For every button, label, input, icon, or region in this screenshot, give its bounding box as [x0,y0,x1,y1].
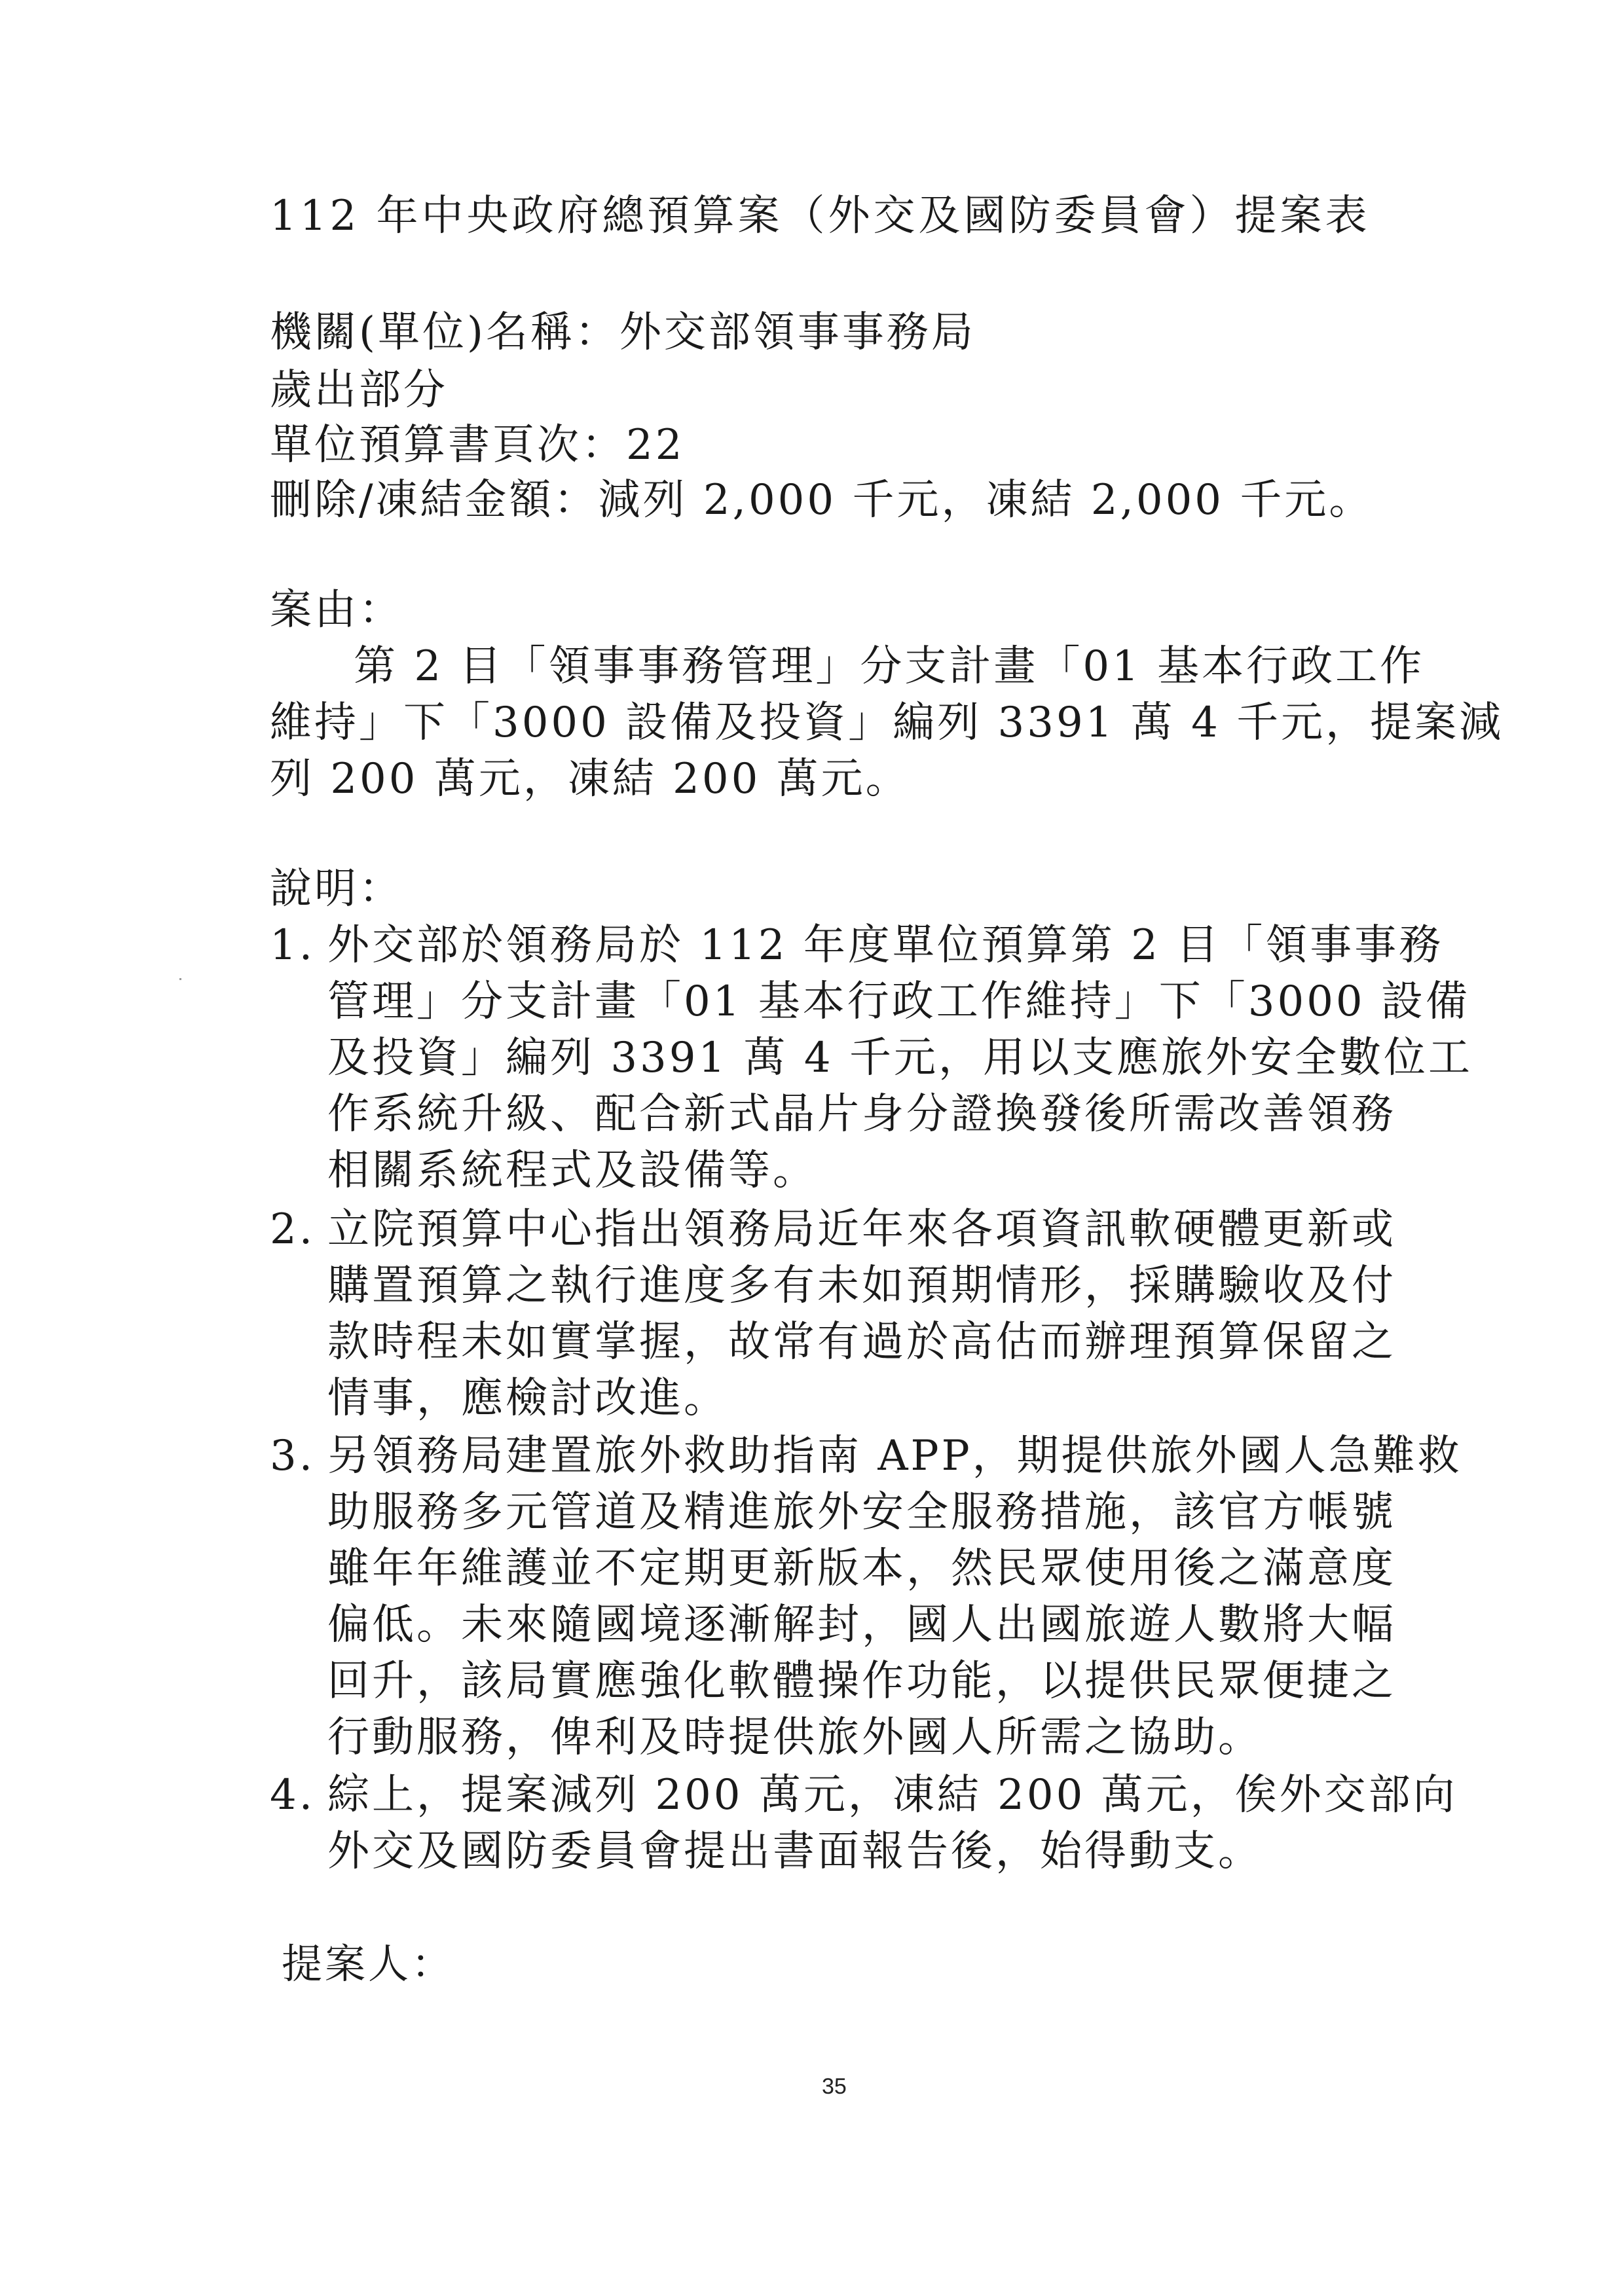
explanation-heading: 說明： [270,865,403,913]
handwritten-page-number [943,2075,1166,2174]
explanation-item-number: 2. [270,1205,316,1254]
reason-line: 列 200 萬元，凍結 200 萬元。 [270,755,910,803]
explanation-item-line: 相關系統程式及設備等。 [327,1146,817,1195]
document-title: 112 年中央政府總預算案（外交及國防委員會）提案表 [270,192,1371,240]
signature-wen [471,1918,773,2036]
explanation-item-number: 1. [270,921,316,970]
explanation-item-number: 4. [270,1771,316,1819]
explanation-item-line: 及投資」編列 3391 萬 4 千元，用以支應旅外安全數位工 [327,1034,1473,1082]
explanation-item-line: 管理」分支計畫「01 基本行政工作維持」下「3000 設備 [327,977,1470,1026]
explanation-item-number: 3. [270,1432,316,1480]
explanation-item-line: 款時程未如實掌握，故常有過於高估而辦理預算保留之 [327,1318,1396,1366]
signature-chiang [851,1899,1192,2023]
explanation-item-line: 雖年年維護並不定期更新版本，然民眾使用後之滿意度 [327,1544,1396,1593]
explanation-item-line: 外交部於領務局於 112 年度單位預算第 2 目「領事事務 [327,921,1444,970]
explanation-item-line: 行動服務，俾利及時提供旅外國人所需之協助。 [327,1713,1263,1762]
section-label: 歲出部分 [270,366,448,414]
explanation-item-line: 立院預算中心指出領務局近年來各項資訊軟硬體更新或 [327,1205,1396,1254]
scan-speck [179,978,181,980]
delete-freeze-amount: 刪除/凍結金額：減列 2,000 千元，凍結 2,000 千元。 [270,476,1374,524]
explanation-item-line: 偏低。未來隨國境逐漸解封，國人出國旅遊人數將大幅 [327,1601,1396,1649]
proposer-label: 提案人： [282,1940,455,1988]
explanation-item-line: 情事，應檢討改進。 [327,1374,728,1423]
explanation-item-line: 另領務局建置旅外救助指南 APP，期提供旅外國人急難救 [327,1432,1462,1480]
reason-line: 維持」下「3000 設備及投資」編列 3391 萬 4 千元，提案減 [270,699,1504,747]
explanation-item-line: 購置預算之執行進度多有未如預期情形，採購驗收及付 [327,1262,1396,1310]
agency-name: 機關(單位)名稱：外交部領事事務局 [270,308,976,357]
signature-wu [399,2036,740,2167]
explanation-item-line: 回升，該局實應強化軟體操作功能，以提供民眾便捷之 [327,1657,1396,1705]
reason-heading: 案由： [270,586,403,634]
explanation-item-line: 綜上，提案減列 200 萬元，凍結 200 萬元，俟外交部向 [327,1771,1458,1819]
explanation-item-line: 外交及國防委員會提出書面報告後，始得動支。 [327,1827,1263,1876]
reason-line: 第 2 目「領事事務管理」分支計畫「01 基本行政工作 [354,642,1425,691]
explanation-item-line: 作系統升級、配合新式晶片身分證換發後所需改善領務 [327,1090,1396,1139]
explanation-item-line: 助服務多元管道及精進旅外安全服務措施，該官方帳號 [327,1488,1396,1537]
page-number: 35 [822,2074,847,2099]
budget-page-number: 單位預算書頁次：22 [270,421,685,469]
